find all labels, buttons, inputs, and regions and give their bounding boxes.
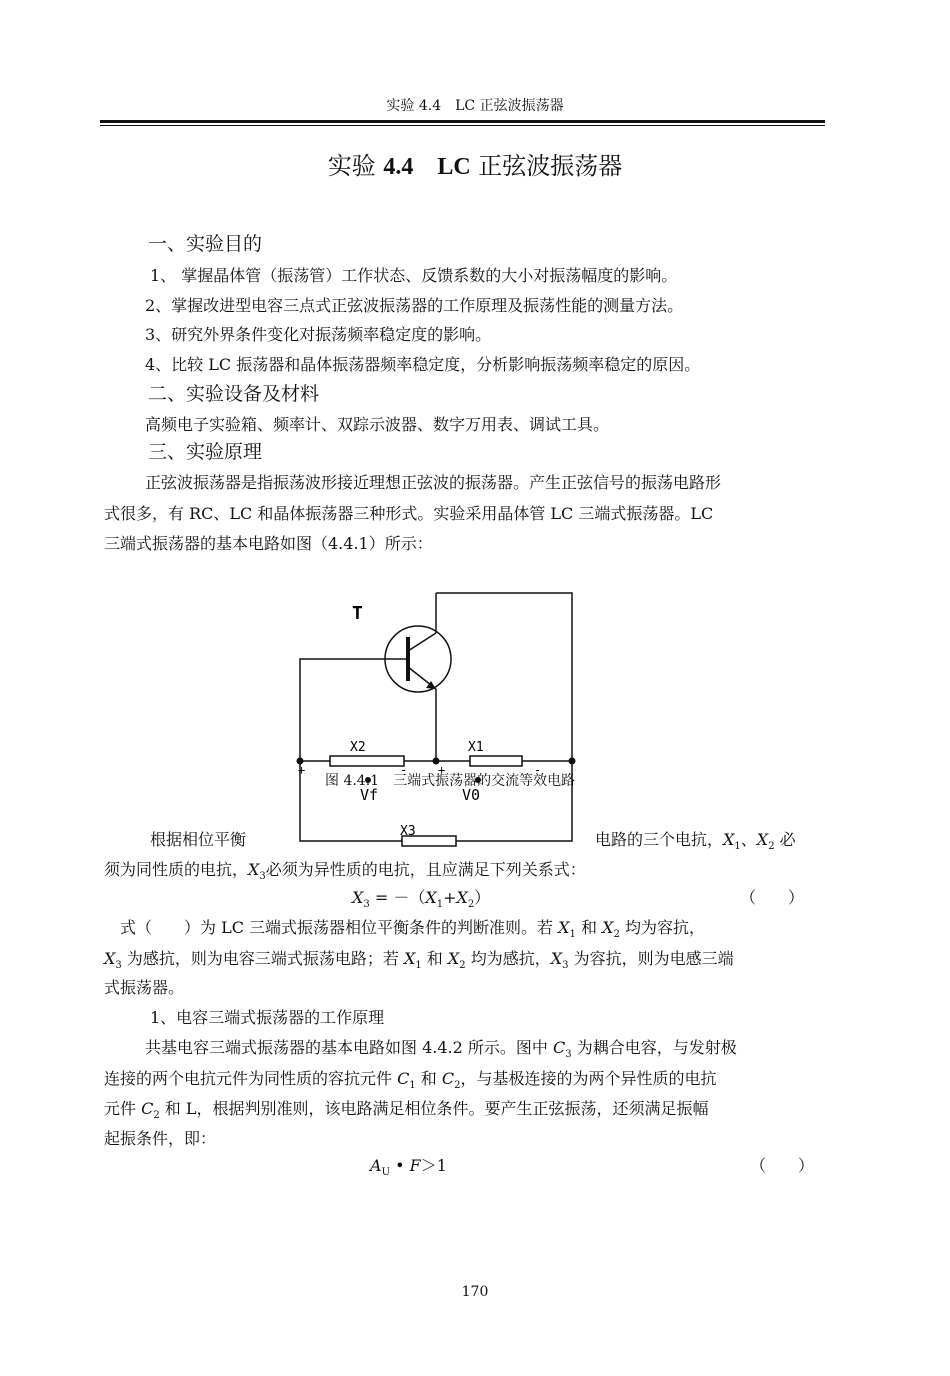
section-heading-principle: 三、实验原理 xyxy=(148,441,263,463)
label-minus-left: - xyxy=(400,763,408,777)
resistor-x1 xyxy=(470,756,522,766)
running-header: 实验 4.4 LC 正弦波振荡器 xyxy=(386,98,564,114)
para2-line1-left: 根据相位平衡 xyxy=(150,830,247,849)
para4-line2: 连接的两个电抗元件为同性质的容抗元件 $C_1$ 和 $C_2$，与基极连接的为两个异性质的电抗 xyxy=(104,1069,717,1091)
label-X1: X1 xyxy=(468,740,484,755)
equation-2: $A_U$ • F＞1 xyxy=(370,1156,447,1178)
aim-item-2: 2、掌握改进型电容三点式正弦波振荡器的工作原理及振荡性能的测量方法。 xyxy=(145,296,684,315)
node-right xyxy=(569,758,576,765)
transistor-collector xyxy=(408,633,436,651)
page-number: 170 xyxy=(461,1284,489,1300)
subheading-capacitive: 1、电容三端式振荡器的工作原理 xyxy=(150,1008,385,1027)
label-X2: X2 xyxy=(350,740,366,755)
equipment-text: 高频电子实验箱、频率计、双踪示波器、数字万用表、调试工具。 xyxy=(145,415,610,434)
para3-line1: 式（ ）为 LC 三端式振荡器相位平衡条件的判断准则。若 $X_1$ 和 $X_2$ 均为容抗， xyxy=(120,918,705,940)
header-rule-thick xyxy=(100,120,825,123)
principle-para-line3: 三端式振荡器的基本电路如图（4.4.1）所示： xyxy=(104,534,433,553)
section-heading-equipment: 二、实验设备及材料 xyxy=(148,383,320,405)
label-Vf: Vf xyxy=(360,786,379,804)
principle-para-line1: 正弦波振荡器是指振荡波形接近理想正弦波的振荡器。产生正弦信号的振荡电路形 xyxy=(145,473,722,492)
resistor-x2 xyxy=(330,756,404,766)
collector-wire xyxy=(436,593,572,761)
aim-item-1: 1、 掌握晶体管（振荡管）工作状态、反馈系数的大小对振荡幅度的影响。 xyxy=(150,266,678,285)
label-V0: V0 xyxy=(462,786,481,804)
para4-line3: 元件 $C_2$ 和 L，根据判别准则，该电路满足相位条件。要产生正弦振荡，还须满足振幅 xyxy=(104,1099,709,1121)
section-heading-aims: 一、实验目的 xyxy=(148,233,263,255)
label-X3: X3 xyxy=(400,824,416,839)
equation-1-number: （ ） xyxy=(740,888,805,907)
label-minus-right: - xyxy=(534,763,542,777)
page-title: 实验 4.4 LC 正弦波振荡器 xyxy=(327,152,623,180)
circuit-diagram xyxy=(290,585,590,870)
label-plus-mid: + xyxy=(438,763,446,777)
para4-line1: 共基电容三端式振荡器的基本电路如图 4.4.2 所示。图中 $C_3$ 为耦合电容，与发射极 xyxy=(145,1038,737,1060)
label-T: T xyxy=(352,603,363,624)
para3-line3: 式振荡器。 xyxy=(104,978,185,997)
equation-2-number: （ ） xyxy=(750,1156,815,1175)
para2-line2: 须为同性质的电抗，$X_3$必须为异性质的电抗，且应满足下列关系式： xyxy=(104,860,586,882)
figure-caption: 图 4.4.1 三端式振荡器的交流等效电路 xyxy=(325,773,576,789)
equation-1: $X_3 = -(X_1+X_2)$ xyxy=(352,888,491,910)
para4-line4: 起振条件，即： xyxy=(104,1129,217,1148)
header-rule-thin xyxy=(100,125,825,126)
principle-para-line2: 式很多，有 RC、LC 和晶体振荡器三种形式。实验采用晶体管 LC 三端式振荡器。LC xyxy=(104,504,714,523)
aim-item-4: 4、比较 LC 振荡器和晶体振荡器频率稳定度，分析影响振荡频率稳定的原因。 xyxy=(145,355,701,374)
label-plus-left: + xyxy=(298,763,306,777)
para3-line2: $X_3$ 为感抗，则为电容三端式振荡电路；若 $X_1$ 和 $X_2$ 均为感抗，$X_3$ 为容抗，则为电感三端 xyxy=(104,949,734,971)
para2-line1-right: 电路的三个电抗，$X_1$、$X_2$ 必 xyxy=(595,830,796,852)
aim-item-3: 3、研究外界条件变化对振荡频率稳定度的影响。 xyxy=(145,325,492,344)
